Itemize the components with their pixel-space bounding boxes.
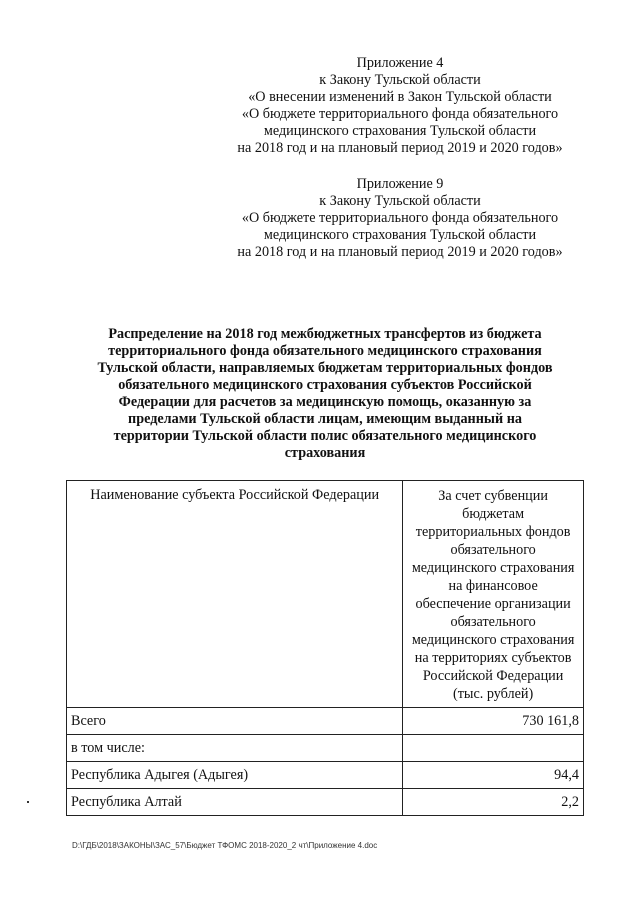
header-subject-name-text: Наименование субъекта Российской Федерации [90, 487, 380, 503]
annex-line: Приложение 9 [356, 176, 444, 192]
header-amount-line: бюджетам [462, 506, 525, 522]
header-amount-line: территориальных фондов [415, 524, 571, 540]
file-path-footer: D:\ГДБ\2018\ЗАКОНЫ\ЗАС_57\Бюджет ТФОМС 2018-2020_2 чт\Приложение 4.doc [72, 841, 378, 850]
title-line: Распределение на 2018 год межбюджетных трансфертов из бюджета [108, 326, 542, 342]
header-amount-line: на территориях субъектов [414, 650, 572, 666]
title-line: обязательного медицинского страхования субъектов Российской [118, 377, 532, 393]
transfers-table [66, 480, 584, 816]
annex-9-heading [222, 176, 578, 261]
header-amount [403, 481, 584, 708]
header-amount-line: медицинского страхования [411, 560, 575, 576]
table-row [67, 708, 584, 735]
margin-mark [27, 801, 29, 803]
header-amount-line: обеспечение организации [415, 596, 571, 612]
annex-line: к Закону Тульской области [319, 193, 481, 209]
title-line: Тульской области, направляемых бюджетам территориальных фондов [97, 360, 553, 376]
title-line: Федерации для расчетов за медицинскую помощь, оказанную за [118, 394, 532, 410]
header-amount-line: За счет субвенции [438, 488, 548, 504]
row-amount: 730 161,8 [403, 708, 584, 735]
row-amount [403, 735, 584, 762]
annex-line: на 2018 год и на плановый период 2019 и 2020 годов» [237, 244, 563, 260]
annex-line: медицинского страхования Тульской области [263, 123, 537, 139]
header-amount-line: Российской Федерации [422, 668, 564, 684]
header-amount-line: обязательного [450, 542, 536, 558]
header-amount-line: (тыс. рублей) [453, 686, 534, 702]
annex-4-heading [222, 55, 578, 157]
row-subject-name: Всего [67, 708, 403, 735]
table-row [67, 789, 584, 816]
row-subject-name: Республика Адыгея (Адыгея) [67, 762, 403, 789]
title-line: территории Тульской области полис обязательного медицинского [113, 428, 537, 444]
row-amount: 2,2 [403, 789, 584, 816]
header-amount-line: медицинского страхования [411, 632, 575, 648]
annex-line: «О бюджете территориального фонда обязательного [241, 210, 559, 226]
table-header-row [67, 481, 584, 708]
header-amount-line: обязательного [450, 614, 536, 630]
row-subject-name: в том числе: [67, 735, 403, 762]
header-subject-name [67, 481, 403, 708]
annex-line: медицинского страхования Тульской области [263, 227, 537, 243]
annex-line: на 2018 год и на плановый период 2019 и 2020 годов» [237, 140, 563, 156]
title-line: территориального фонда обязательного медицинского страхования [108, 343, 542, 359]
table-row [67, 762, 584, 789]
row-amount: 94,4 [403, 762, 584, 789]
annex-line: Приложение 4 [356, 55, 444, 71]
title-line: пределами Тульской области лицам, имеющим выданный на [128, 411, 522, 427]
annex-line: «О бюджете территориального фонда обязательного [241, 106, 559, 122]
row-subject-name: Республика Алтай [67, 789, 403, 816]
title-line: страхования [284, 445, 366, 461]
table-row [67, 735, 584, 762]
annex-line: «О внесении изменений в Закон Тульской области [248, 89, 552, 105]
document-title [80, 326, 570, 462]
annex-line: к Закону Тульской области [319, 72, 481, 88]
header-amount-line: на финансовое [448, 578, 538, 594]
